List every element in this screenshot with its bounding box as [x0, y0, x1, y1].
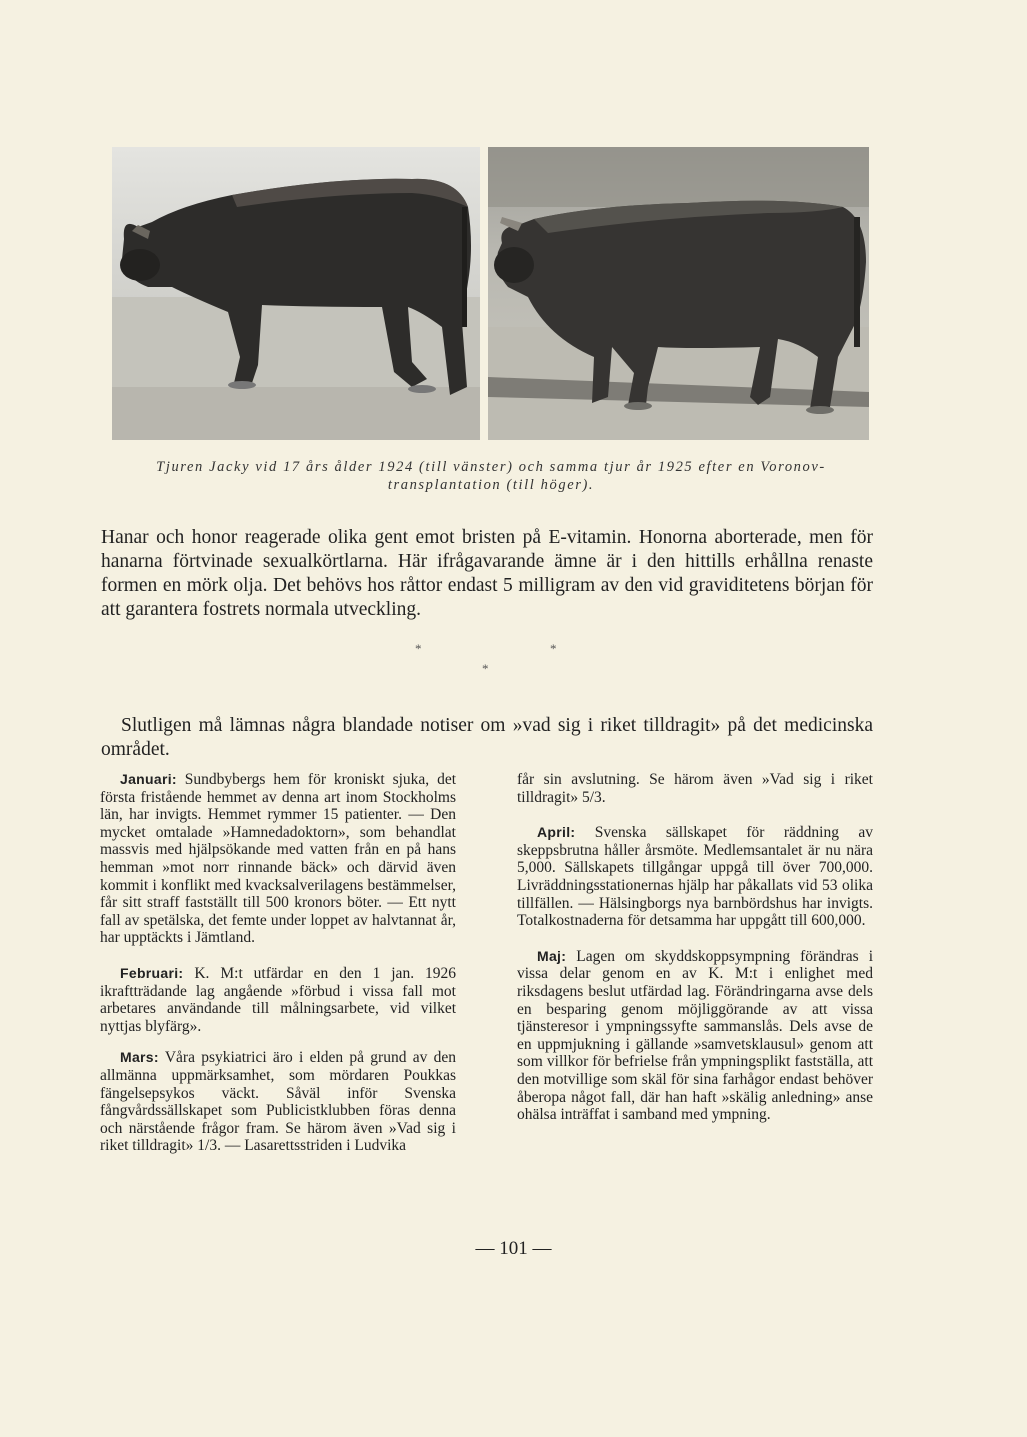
april-entry — [517, 824, 873, 930]
april-label: April: — [537, 824, 576, 841]
bull-image-left — [112, 147, 480, 440]
maj-label: Maj: — [537, 947, 567, 964]
caption-line-1: Tjuren Jacky vid 17 års ålder 1924 (till vänster) och samma tjur år 1925 efter en Voronov- — [156, 459, 826, 475]
lead-paragraph: Slutligen må lämnas några blandade notiser om »vad sig i riket tilldragit» på det medicinska området. — [101, 715, 873, 760]
page-number: — 101 — — [475, 1238, 552, 1259]
separator-star-3: * — [482, 661, 489, 676]
februari-label: Februari: — [120, 964, 184, 981]
figure-caption — [110, 458, 872, 494]
bull-photo-1924 — [112, 147, 480, 440]
separator-star-2: * — [550, 641, 557, 656]
januari-label: Januari: — [120, 771, 177, 787]
photo-figure — [112, 147, 869, 440]
bull-image-right — [488, 147, 869, 440]
maj-entry — [517, 948, 873, 1124]
left-column — [100, 771, 456, 1155]
februari-entry — [100, 965, 456, 1035]
mars-continued: får sin avslutning. Se härom även »Vad sig i riket tilldragit» 5/3. — [517, 771, 873, 806]
april-text: Svenska sällskapet för räddning av skeppsbrutna håller årsmöte. Medlemsantalet är nu nära 5,000. Sällskapets tillgångar uppgå till över 700,000. Livräddningsstationernas hjälp har påkallats vid 53 olika tillfällen. — Hälsingborgs nya barnbördshus har invigts. Totalkostnaderna för detsamma har uppgått till 600,000. — [517, 824, 874, 930]
separator-star-1: * — [415, 641, 422, 656]
mars-label: Mars: — [120, 1049, 159, 1066]
mars-text: Våra psykiatrici äro i elden på grund av den allmänna uppmärksamhet, som mördaren Poukkas fängelsepsykos väckt. Såväl inför Svenska fångvårdssällskapet som Publicistklubben föras denna och närstående frågor fram. Se härom även »Vad sig i riket tilldragit» 1/3. — Lasarettsstriden i Ludvika — [100, 1049, 456, 1155]
bull-photo-1925 — [488, 147, 869, 440]
januari-entry — [100, 771, 456, 947]
maj-text: Lagen om skyddskoppsympning förändras i vissa delar genom en av K. M:t i enlighet med riksdagens beslut utfärdad lag. Förändringarna avse dels en besparing genom möjliggörande av att vissa tjänsteresor i ympningssyfte sammanslås. Dels avse de en uppmjukning i gällande »samvetsklausul» genom att som villkor för befrielse från ympningsplikt fastställa, att den motvillige som skäl för sina farhågor endast behöver åberopa något fall, där han haft »skälig anledning» anse ohälsa inträffat i samband med ympning. — [517, 947, 873, 1124]
mars-entry — [100, 1049, 456, 1155]
februari-text: K. M:t utfärdar en den 1 jan. 1926 ikraftträdande lag angående »förbud i vissa fall mot arbetares användande till målningsarbete, vid vilket nyttjas blyfärg». — [100, 964, 457, 1035]
intro-paragraph: Hanar och honor reagerade olika gent emot bristen på E-vitamin. Honorna aborterade, men för hanarna förtvinade sexualkörtlarna. Här ifrågavarande ämne är i den hittills erhållna renaste formen en mörk olja. Det behövs hos råttor endast 5 milligram av den vid graviditetens början för att garantera fostrets normala utveckling. — [101, 527, 873, 620]
right-column — [517, 771, 873, 1124]
caption-line-2: transplantation (till höger). — [387, 477, 595, 493]
januari-text: Sundbybergs hem för kroniskt sjuka, det första fristående hemmet av denna art inom Stockholms län, har invigts. Hemmet rymmer 15 patienter. — Den mycket omtalade »Hamnedadoktorn», som behandlat massvis med hjälpsökande med vatten från en på hans hemman »mot norr rinnande bäck» och därvid även kommit i konflikt med kvacksalverilagens bestämmelser, får sitt straff fastställt till 500 kronors böter. — Ett nytt fall av spetälska, det femte under loppet av halvtannat år, har upptäckts i Jämtland. — [100, 771, 457, 947]
